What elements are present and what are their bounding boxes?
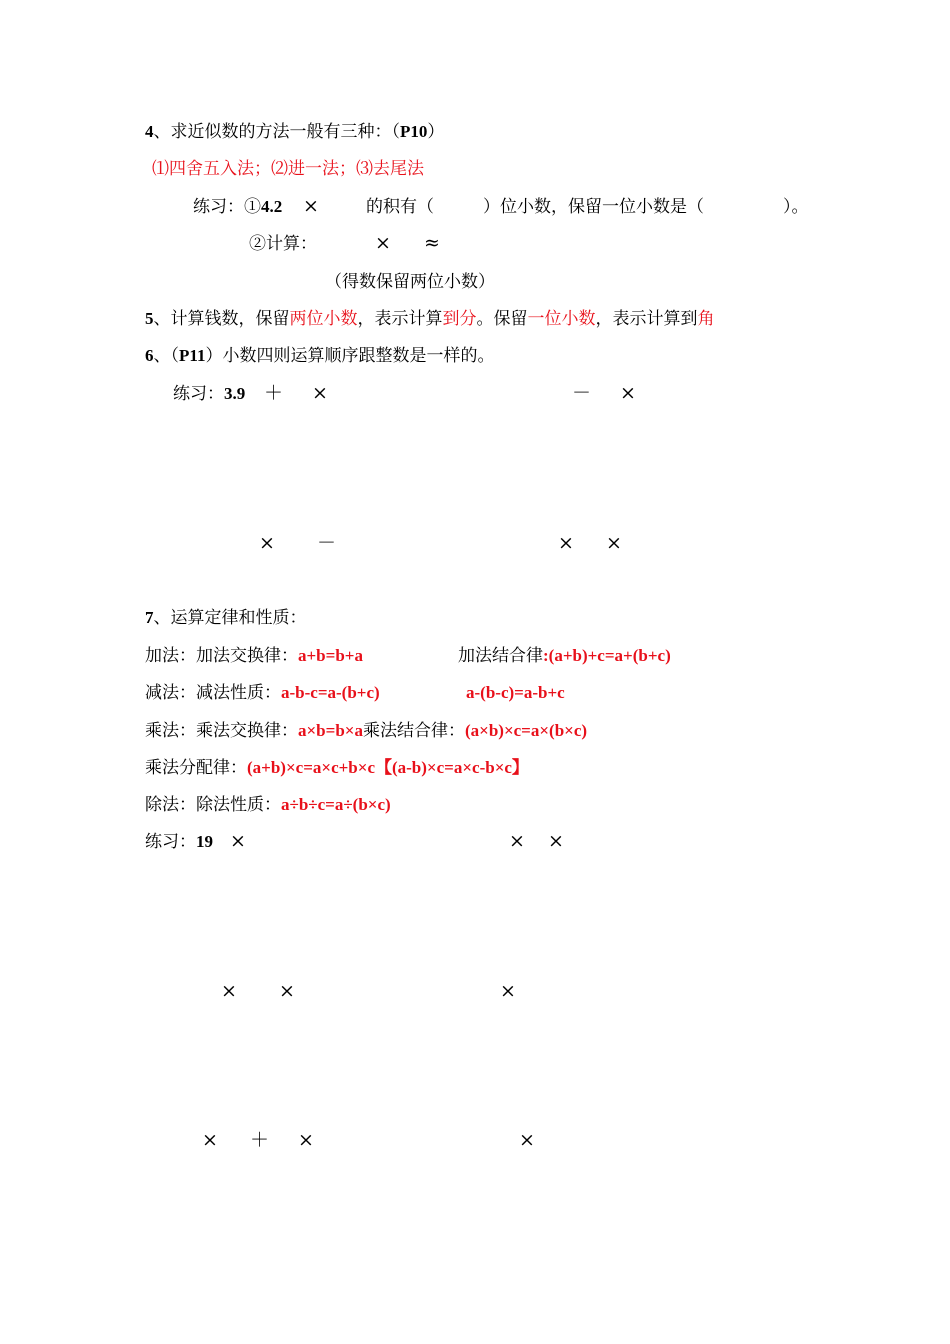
exercise-number: 19 (196, 832, 213, 851)
multiply-sign: × (230, 830, 246, 852)
multiply-sign: × (509, 830, 525, 852)
multiply-sign: × (202, 1129, 218, 1151)
page-ref: P11 (179, 346, 206, 365)
multiply-sign: × (303, 195, 319, 217)
section-4-heading (145, 121, 444, 143)
exercise-number: 4.2 (261, 197, 283, 216)
highlight: 两位小数 (289, 309, 358, 329)
multiply-sign: × (519, 1129, 535, 1151)
multiply-sign: × (279, 980, 295, 1002)
multiply-sign: × (221, 980, 237, 1002)
exercise-1 (193, 196, 282, 218)
section-number: 6 (145, 346, 154, 365)
label: 除法：除法性质： (145, 795, 281, 815)
subtraction-laws (145, 682, 380, 704)
formula: (a+b)×c=a×c+b×c【(a-b)×c=a×c-b×c】 (247, 758, 529, 777)
exercise-number: 3.9 (224, 384, 246, 403)
section-title-close: ） (427, 122, 445, 142)
section-number: 4 (145, 122, 154, 141)
minus-sign: － (317, 532, 337, 554)
highlight: 一位小数 (527, 309, 596, 329)
page-ref: P10 (400, 122, 428, 141)
multiply-sign: × (606, 532, 622, 554)
section-7-heading (145, 607, 307, 629)
approx-sign: ≈ (424, 232, 440, 254)
calc-label: ②计算： (249, 234, 317, 254)
label: 乘法：乘法交换律： (145, 721, 298, 741)
plus-sign: ＋ (250, 1129, 270, 1151)
exercise-label (145, 831, 213, 853)
formula: a×b=b×a (298, 721, 363, 740)
rounding-note: （得数保留两位小数） (325, 272, 495, 292)
exercise-label (173, 383, 245, 405)
text: 。保留 (476, 309, 528, 329)
multiply-sign: × (620, 382, 636, 404)
multiply-sign: × (259, 532, 275, 554)
formula: a÷b÷c=a÷(b×c) (281, 795, 391, 814)
multiply-sign: × (500, 980, 516, 1002)
formula: (a×b)×c=a×(b×c) (464, 721, 588, 740)
label: 乘法结合律： (362, 721, 465, 741)
multiply-sign: × (375, 232, 391, 254)
exercise-1-question-end: ）。 (783, 197, 809, 217)
section-title: 、求近似数的方法一般有三种：（ (153, 122, 400, 142)
formula: a-b-c=a-(b+c) (281, 683, 380, 702)
text: ，表示计算 (357, 309, 443, 329)
label: 练习： (145, 832, 196, 852)
label: 加法结合律 (458, 646, 543, 666)
multiply-sign: × (558, 532, 574, 554)
exercise-1-question-2: ）位小数，保留一位小数是（ (483, 197, 704, 217)
text: ，表示计算到 (595, 309, 698, 329)
label: 减法：减法性质： (145, 683, 281, 703)
division-laws (145, 794, 391, 816)
text: 、（ (153, 346, 179, 366)
highlight: 到分 (442, 309, 477, 329)
text: 、计算钱数，保留 (153, 309, 290, 329)
section-title: 、运算定律和性质： (153, 608, 307, 628)
addition-laws (145, 645, 363, 667)
section-number: 7 (145, 608, 154, 627)
label: 乘法分配律： (145, 758, 247, 778)
plus-sign: ＋ (264, 382, 284, 404)
section-6-heading (145, 345, 494, 367)
minus-sign: － (572, 382, 592, 404)
rounding-methods: ⑴四舍五入法；⑵进一法；⑶去尾法 (152, 159, 424, 179)
formula: a-(b-c)=a-b+c (466, 683, 565, 702)
highlight: 角 (697, 309, 715, 329)
label: 练习： (173, 384, 224, 404)
label: 加法：加法交换律： (145, 646, 298, 666)
text: ）小数四则运算顺序跟整数是一样的。 (205, 346, 495, 366)
multiply-sign: × (298, 1129, 314, 1151)
multiplication-laws (145, 720, 587, 742)
addition-assoc (458, 645, 671, 667)
section-5-heading (145, 308, 715, 330)
section-number: 5 (145, 309, 154, 328)
formula: :(a+b)+c=a+(b+c) (543, 646, 671, 665)
exercise-1-question: 的积有（ (366, 197, 434, 217)
multiply-sign: × (312, 382, 328, 404)
formula: a+b=b+a (298, 646, 363, 665)
multiply-sign: × (548, 830, 564, 852)
distributive-law (145, 757, 529, 779)
exercise-label: 练习：① (193, 197, 261, 217)
